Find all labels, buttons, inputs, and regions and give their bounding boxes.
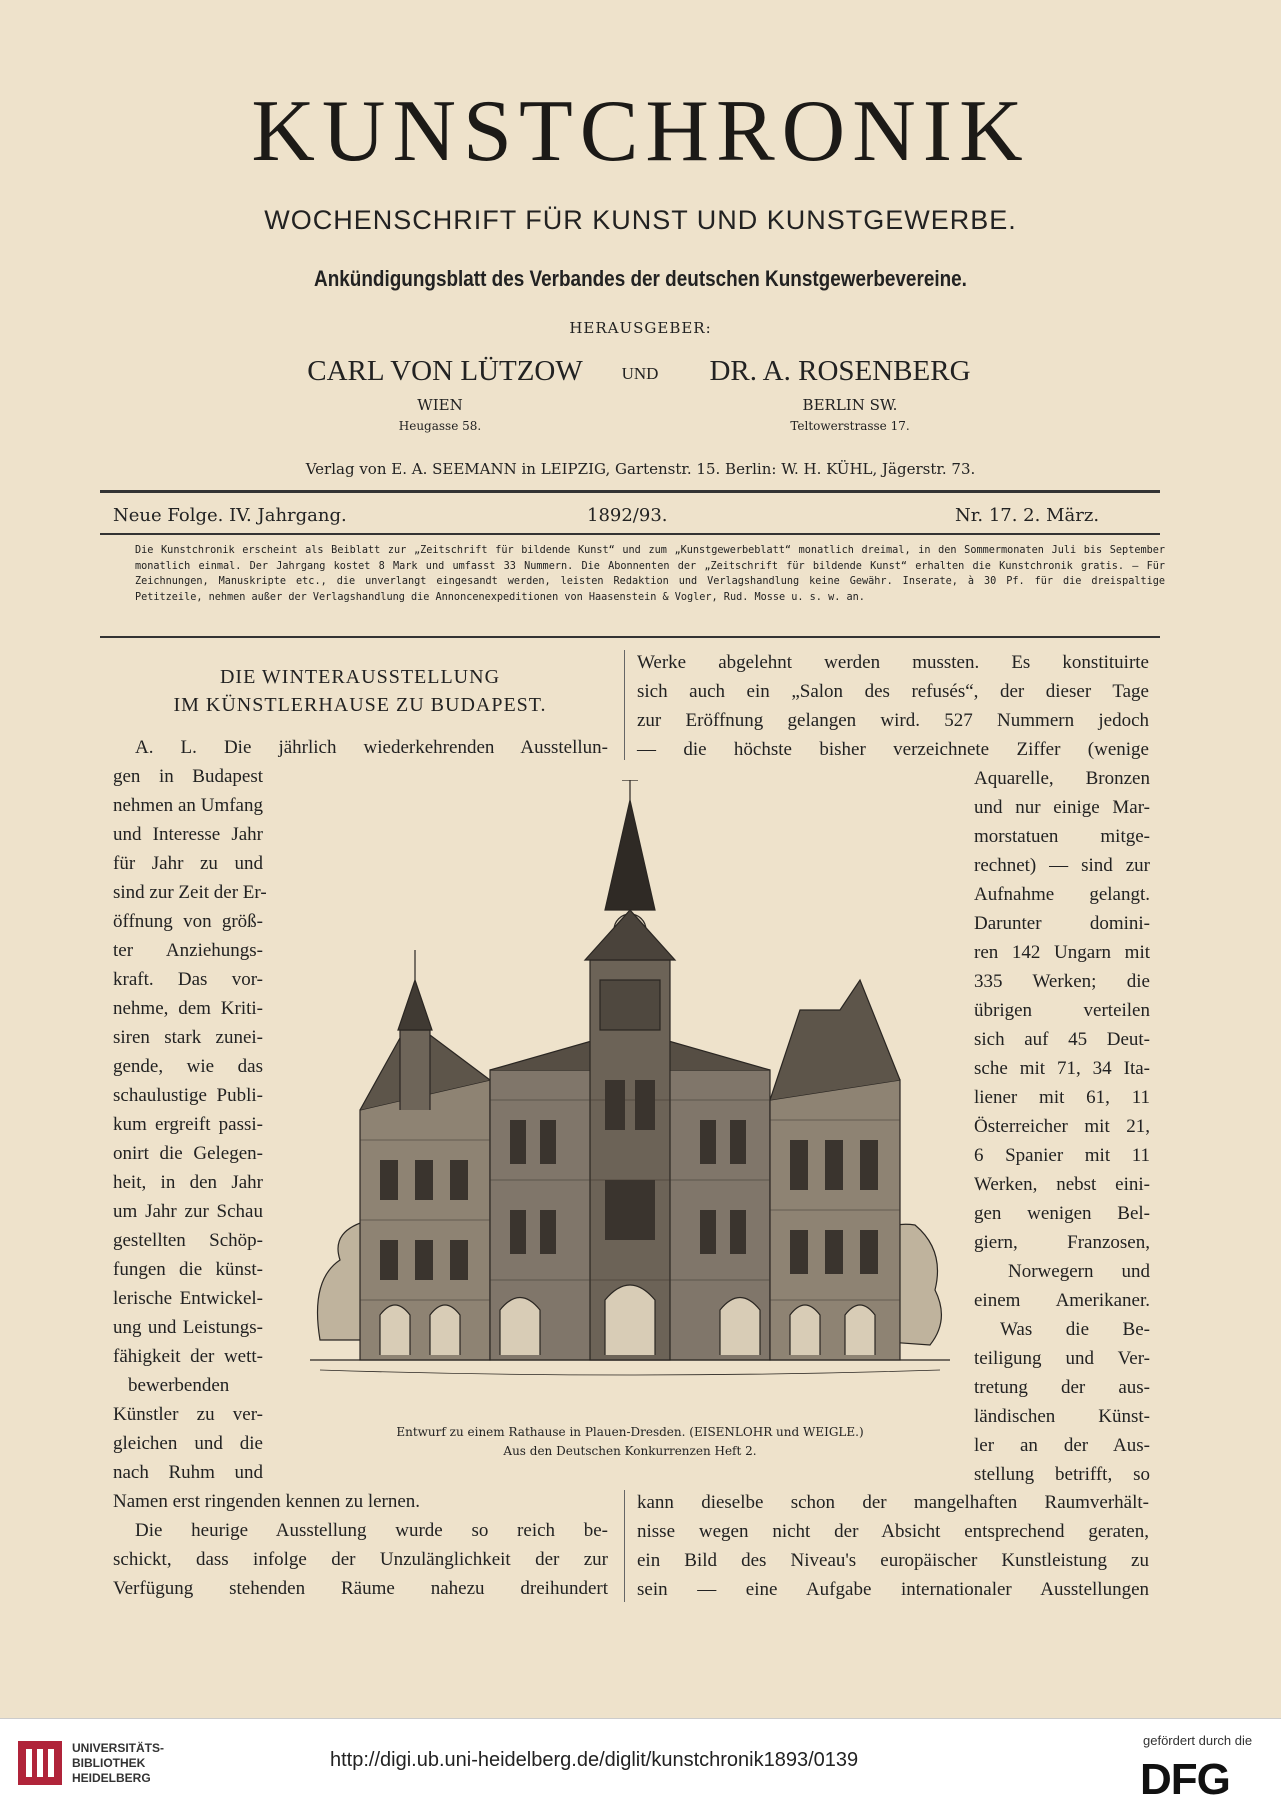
- text-line: und nur einige Mar-: [974, 797, 1150, 818]
- text-line: giern, Franzosen,: [974, 1232, 1150, 1253]
- article-heading-2: IM KÜNSTLERHAUSE ZU BUDAPEST.: [173, 694, 547, 716]
- text-line: gestellten Schöp-: [113, 1230, 263, 1251]
- funded-by-label: gefördert durch die: [1143, 1733, 1253, 1748]
- figure-caption-2: Aus den Deutschen Konkurrenzen Heft 2.: [503, 1444, 757, 1458]
- text-line: sche mit 71, 34 Ita-: [974, 1058, 1150, 1079]
- text-line: Werken, nebst eini-: [974, 1174, 1150, 1195]
- right-column-bottom: [637, 1488, 1149, 1604]
- text-line: um Jahr zur Schau: [113, 1201, 263, 1222]
- article-heading-1: DIE WINTERAUSSTELLUNG: [219, 666, 501, 688]
- text-line: ter Anziehungs-: [113, 940, 263, 961]
- issue-year: 1892/93.: [587, 505, 668, 526]
- text-line: sind zur Zeit der Er-: [113, 882, 267, 903]
- editor1-address: Heugasse 58.: [398, 419, 482, 433]
- text-line: nehme, dem Kriti-: [113, 998, 263, 1019]
- announcement-line: Ankündigungsblatt des Verbandes der deutschen Kunstgewerbevereine.: [314, 266, 967, 291]
- text-line: gende, wie das: [113, 1056, 263, 1077]
- text-line: Darunter domini-: [974, 913, 1150, 934]
- university-library-name: UNIVERSITÄTS- BIBLIOTHEK HEIDELBERG: [72, 1741, 165, 1785]
- subscription-notice: Die Kunstchronik erscheint als Beiblatt zur „Zeitschrift für bildende Kunst“ und zum „Kunstgewerbeblatt“ monatlich dreimal, in den Sommermonaten Juli bis September monatlich einmal. Der Jahrgang kostet 8 Mark und umfasst 33 Nummern. Die Abonnenten der „Zeitschrift für bildende Kunst“ erhalten die Kunstchronik gratis. — Für Zeichnungen, Manuskripte etc., die unverlangt eingesandt werden, leisten Redaktion und Verlagshandlung keine Gewähr. Inserate, à 30 Pf. für die dreispaltige Petitzeile, nehmen außer der Verlagshandlung die Annoncenexpeditionen von Haasenstein & Vogler, Rud. Mosse u. s. w. an.: [135, 545, 1165, 603]
- text-line: sein — eine Aufgabe internationaler Ausstellungen: [637, 1579, 1149, 1600]
- editor1-city: WIEN: [417, 396, 463, 414]
- text-line: A. L. Die jährlich wiederkehrenden Ausstellun-: [135, 737, 608, 758]
- text-line: fähigkeit der wett-: [113, 1346, 263, 1367]
- editor-and: UND: [621, 364, 659, 383]
- text-line: morstatuen mitge-: [974, 826, 1150, 847]
- text-line: schaulustige Publi-: [113, 1085, 263, 1106]
- text-line: zur Eröffnung gelangen wird. 527 Nummern jedoch: [637, 710, 1149, 731]
- right-column-top: [637, 648, 1149, 764]
- library-footer: [0, 1718, 1281, 1810]
- issue-number: Nr. 17. 2. März.: [955, 505, 1100, 526]
- journal-title: KUNSTCHRONIK: [251, 83, 1030, 180]
- text-line: ung und Leistungs-: [113, 1317, 263, 1338]
- text-line: ren 142 Ungarn mit: [974, 942, 1150, 963]
- text-line: schickt, dass infolge der Unzulänglichkeit der zur: [113, 1549, 608, 1570]
- text-line: nehmen an Umfang: [113, 795, 263, 816]
- text-line: siren stark zunei-: [113, 1027, 263, 1048]
- text-line: ler an der Aus-: [974, 1435, 1150, 1456]
- text-line: Aufnahme gelangt.: [974, 884, 1150, 905]
- editor2-name: DR. A. ROSENBERG: [709, 355, 971, 387]
- journal-subtitle: WOCHENSCHRIFT FÜR KUNST UND KUNSTGEWERBE.: [264, 205, 1017, 235]
- text-line: gleichen und die: [113, 1433, 263, 1454]
- text-line: sich auf 45 Deut-: [974, 1029, 1150, 1050]
- text-line: gen in Budapest: [113, 766, 263, 787]
- text-line: Österreicher mit 21,: [974, 1116, 1150, 1137]
- text-line: ein Bild des Niveau's europäischer Kunstleistung zu: [637, 1550, 1149, 1571]
- dfg-logo: DFG: [1140, 1755, 1230, 1804]
- text-line: Aquarelle, Bronzen: [974, 768, 1150, 789]
- text-line: kraft. Das vor-: [113, 969, 263, 990]
- text-line: tretung der aus-: [974, 1377, 1150, 1398]
- text-line: gen wenigen Bel-: [974, 1203, 1150, 1224]
- text-line: 335 Werken; die: [974, 971, 1150, 992]
- text-line: stellung betrifft, so: [974, 1464, 1150, 1485]
- text-line: 6 Spanier mit 11: [974, 1145, 1150, 1166]
- town-hall-engraving: [300, 780, 960, 1420]
- rule-bottom: [100, 636, 1160, 638]
- figure-caption-1: Entwurf zu einem Rathause in Plauen-Dresden. (EISENLOHR und WEIGLE.): [396, 1425, 864, 1439]
- rule-top: [100, 490, 1160, 493]
- publisher-line: Verlag von E. A. SEEMANN in LEIPZIG, Gartenstr. 15. Berlin: W. H. KÜHL, Jägerstr. 73.: [305, 460, 976, 478]
- text-line: nach Ruhm und: [113, 1462, 263, 1483]
- editor2-address: Teltowerstrasse 17.: [790, 419, 910, 433]
- text-line: heit, in den Jahr: [113, 1172, 263, 1193]
- editors-label: HERAUSGEBER:: [569, 319, 712, 337]
- text-line: Norwegern und: [1008, 1261, 1150, 1282]
- text-line: kann dieselbe schon der mangelhaften Raumverhält-: [637, 1492, 1149, 1513]
- text-line: Künstler zu ver-: [113, 1404, 263, 1425]
- rule-mid: [100, 533, 1160, 535]
- text-line: lerische Entwickel-: [113, 1288, 263, 1309]
- text-line: teiligung und Ver-: [974, 1348, 1150, 1369]
- university-library-logo-icon: [14, 1737, 66, 1789]
- text-line: sich auch ein „Salon des refusés“, der dieser Tage: [637, 681, 1149, 702]
- text-line: Die heurige Ausstellung wurde so reich be-: [135, 1520, 608, 1541]
- text-line: für Jahr zu und: [113, 853, 263, 874]
- text-line: einem Amerikaner.: [974, 1290, 1150, 1311]
- text-line: nisse wegen nicht der Absicht entsprechend geraten,: [637, 1521, 1149, 1542]
- text-line: rechnet) — sind zur: [974, 855, 1150, 876]
- text-line: Werke abgelehnt werden mussten. Es konstituirte: [637, 652, 1149, 673]
- text-line: — die höchste bisher verzeichnete Ziffer (wenige: [637, 739, 1149, 760]
- text-line: liener mit 61, 11: [974, 1087, 1150, 1108]
- text-line: Was die Be-: [1000, 1319, 1150, 1340]
- text-line: ländischen Künst-: [974, 1406, 1150, 1427]
- text-line: und Interesse Jahr: [113, 824, 263, 845]
- column-divider: [624, 650, 625, 760]
- text-line: onirt die Gelegen-: [113, 1143, 263, 1164]
- text-line: öffnung von größ-: [113, 911, 263, 932]
- text-line: kum ergreift passi-: [113, 1114, 263, 1135]
- right-column-narrow: [974, 764, 1150, 1489]
- text-line: fungen die künst-: [113, 1259, 263, 1280]
- issue-series: Neue Folge. IV. Jahrgang.: [113, 505, 347, 526]
- editor2-city: BERLIN SW.: [802, 396, 898, 414]
- text-line: übrigen verteilen: [974, 1000, 1150, 1021]
- editor1-name: CARL VON LÜTZOW: [307, 355, 583, 387]
- text-line: Verfügung stehenden Räume nahezu dreihundert: [113, 1578, 608, 1599]
- text-line: bewerbenden: [128, 1375, 230, 1396]
- digital-copy-url[interactable]: http://digi.ub.uni-heidelberg.de/diglit/kunstchronik1893/0139: [330, 1749, 859, 1771]
- text-line: Namen erst ringenden kennen zu lernen.: [113, 1491, 421, 1512]
- column-divider-lower: [624, 1490, 625, 1602]
